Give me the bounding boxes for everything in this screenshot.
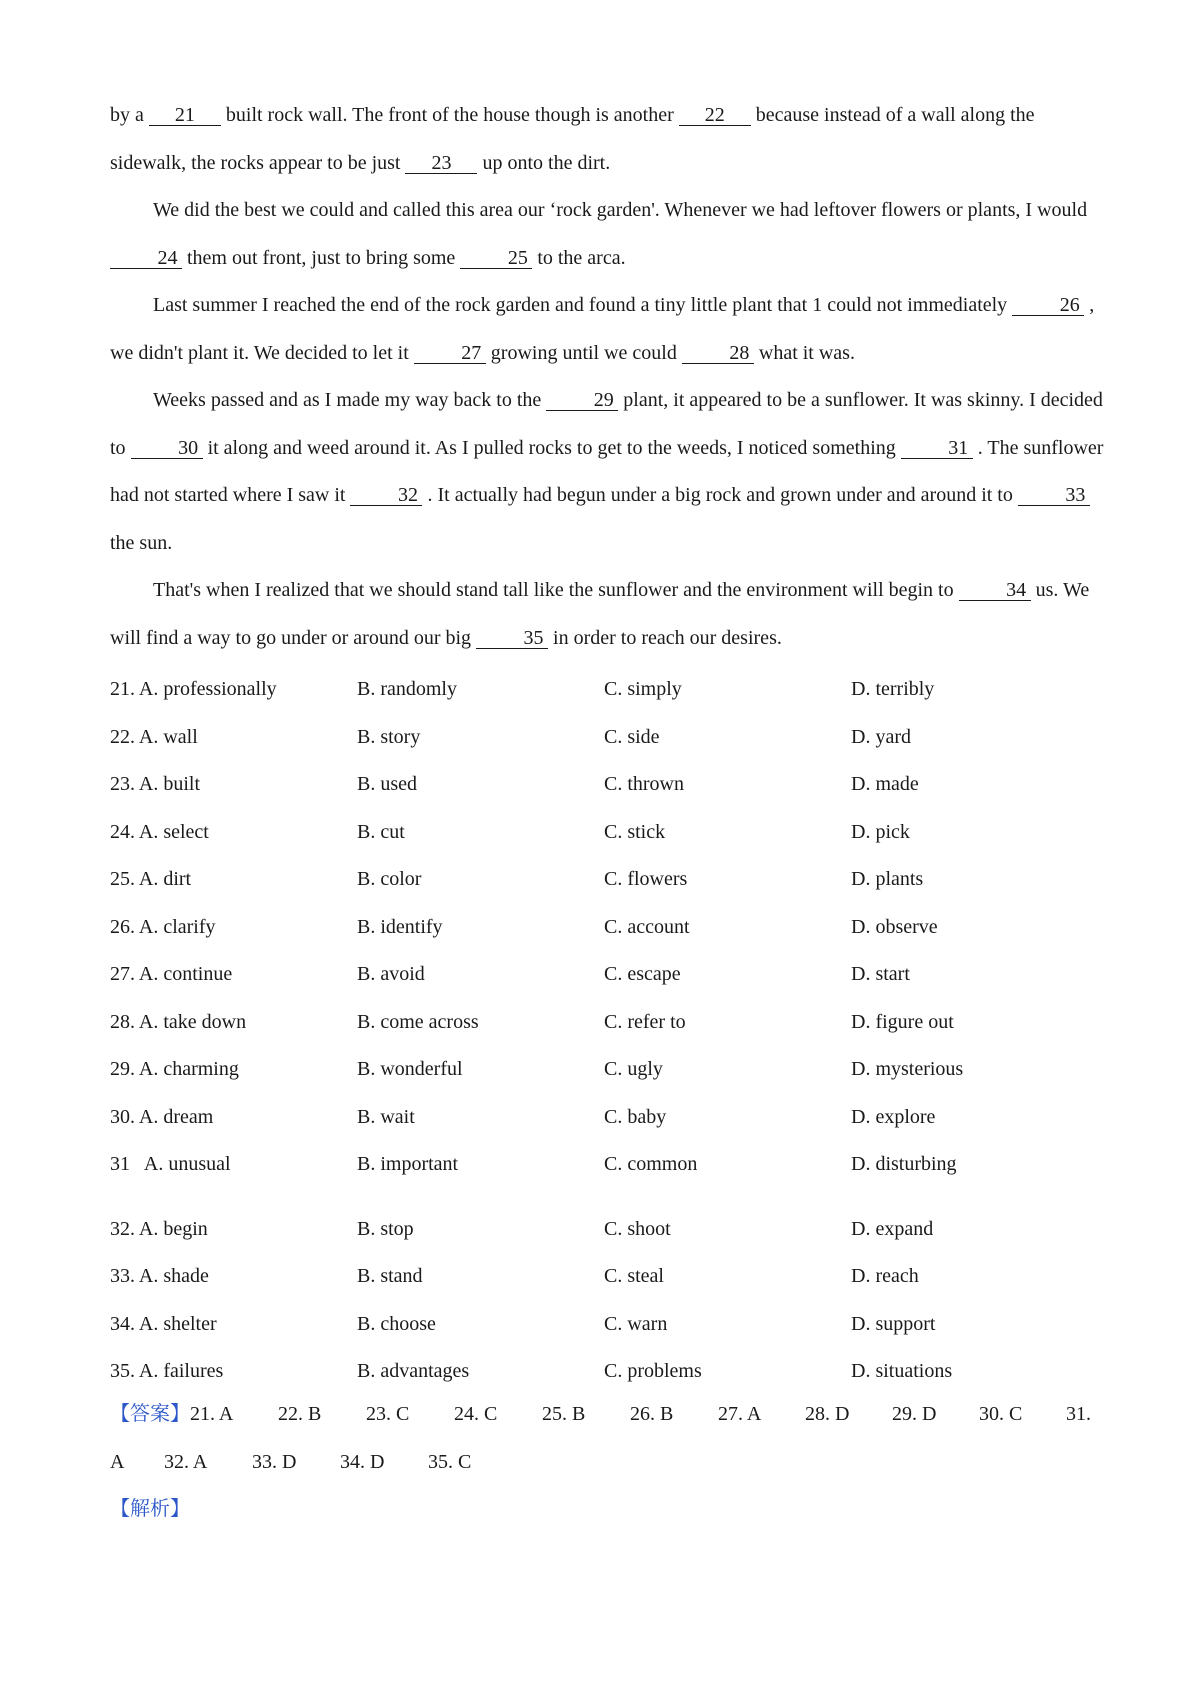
option-d: D. explore — [851, 1105, 936, 1128]
option-d: D. support — [851, 1312, 936, 1335]
option-d: D. terribly — [851, 678, 935, 701]
blank-31: 31 — [901, 438, 973, 459]
text-run: because instead of a wall along the sidewalk, the rocks appear to be just — [110, 104, 1035, 174]
text-run: . It actually had begun under a big rock and grown under and around it to — [422, 484, 1018, 506]
option-c: C. thrown — [604, 773, 684, 796]
option-a: 23. A. built — [110, 773, 201, 796]
option-d: D. reach — [851, 1265, 919, 1288]
question-31 — [110, 1141, 1110, 1189]
blank-27: 27 — [414, 343, 486, 364]
question-28 — [110, 999, 1110, 1047]
text-run: growing until we could — [485, 341, 682, 364]
text-run: We did the best we could and called this area our ‘rock garden'. Whenever we had leftover flowers or plants, I would — [153, 199, 1088, 221]
option-a: 27. A. continue — [110, 963, 233, 986]
option-a: 30. A. dream — [110, 1105, 214, 1128]
answer-item: 23. C — [366, 1403, 410, 1425]
analysis-line — [110, 1486, 1110, 1534]
blank-21: 21 — [149, 105, 221, 126]
option-a: 24. A. select — [110, 820, 209, 843]
option-b: B. stand — [357, 1265, 423, 1288]
blank-26: 26 — [1012, 295, 1084, 316]
text-run: what it was. — [753, 341, 855, 364]
option-b: B. choose — [357, 1312, 436, 1335]
blank-35: 35 — [476, 628, 548, 649]
blank-34: 34 — [959, 580, 1031, 601]
option-a: 33. A. shade — [110, 1265, 209, 1288]
text-run: built rock wall. The front of the house though is another — [220, 104, 679, 126]
option-c: C. common — [604, 1153, 698, 1176]
option-d: D. disturbing — [851, 1153, 957, 1176]
blank-32: 32 — [350, 485, 422, 506]
blank-24: 24 — [110, 248, 182, 269]
text-run: , we didn't plant it. We decided to let it — [110, 294, 1095, 364]
option-d: D. observe — [851, 915, 938, 938]
text-run: them out front, just to bring some — [182, 246, 461, 269]
text-run: by a — [110, 104, 149, 126]
option-b: B. avoid — [357, 963, 425, 986]
answer-item: 33. D — [252, 1450, 297, 1473]
answer-item: 30. C — [979, 1403, 1023, 1425]
option-a: 29. A. charming — [110, 1058, 239, 1081]
paragraph-4 — [110, 377, 1110, 567]
paragraph-2 — [110, 187, 1110, 282]
blank-22: 22 — [679, 105, 751, 126]
question-23 — [110, 761, 1110, 809]
option-b: B. cut — [357, 820, 405, 843]
answer-tag: 【答案】 — [110, 1403, 190, 1425]
answer-item: 22. B — [278, 1403, 322, 1425]
option-d: D. pick — [851, 820, 910, 843]
answer-item: A — [110, 1450, 125, 1473]
question-33 — [110, 1253, 1110, 1301]
option-c: C. warn — [604, 1312, 668, 1335]
answer-item: 29. D — [892, 1403, 937, 1425]
option-b: B. wait — [357, 1105, 415, 1128]
option-b: B. important — [357, 1153, 459, 1176]
option-a: 22. A. wall — [110, 725, 198, 748]
option-b: B. randomly — [357, 678, 457, 701]
option-c: C. refer to — [604, 1010, 686, 1033]
option-c: C. problems — [604, 1360, 702, 1383]
option-a: 25. A. dirt — [110, 868, 192, 891]
text-run: . The sunflower had not started where I saw it — [110, 436, 1104, 506]
answer-line-1 — [110, 1391, 1110, 1439]
option-b: B. identify — [357, 915, 443, 938]
option-d: D. situations — [851, 1360, 953, 1383]
text-run: the sun. — [110, 531, 173, 554]
option-a: 28. A. take down — [110, 1010, 247, 1033]
blank-25: 25 — [460, 248, 532, 269]
paragraph-3 — [110, 282, 1110, 377]
answer-item: 26. B — [630, 1403, 674, 1425]
option-b: B. stop — [357, 1217, 414, 1240]
question-26 — [110, 904, 1110, 952]
question-34 — [110, 1301, 1110, 1349]
answer-item: 25. B — [542, 1403, 586, 1425]
question-21 — [110, 666, 1110, 714]
question-25 — [110, 856, 1110, 904]
option-c: C. account — [604, 915, 690, 938]
analysis-tag: 【解析】 — [110, 1498, 190, 1520]
question-32 — [110, 1206, 1110, 1254]
cloze-passage — [110, 92, 1110, 662]
question-29 — [110, 1046, 1110, 1094]
option-c: C. stick — [604, 820, 666, 843]
option-b: B. wonderful — [357, 1058, 463, 1081]
blank-33: 33 — [1018, 485, 1090, 506]
blank-28: 28 — [682, 343, 754, 364]
answer-item: 21. A — [190, 1403, 234, 1425]
option-b: B. color — [357, 868, 422, 891]
blank-30: 30 — [131, 438, 203, 459]
text-run: up onto the dirt. — [477, 151, 611, 174]
option-b: B. story — [357, 725, 421, 748]
answer-item: 31. — [1066, 1403, 1091, 1425]
text-run: to the arca. — [532, 246, 626, 269]
answer-item: 28. D — [805, 1403, 850, 1425]
text-run: plant, it appeared to be a sunflower. It was skinny. I decided to — [110, 389, 1103, 459]
option-c: C. flowers — [604, 868, 688, 891]
paragraph-1 — [110, 92, 1110, 187]
blank-29: 29 — [546, 390, 618, 411]
option-a: 35. A. failures — [110, 1360, 224, 1383]
option-b: B. used — [357, 773, 417, 796]
question-27 — [110, 951, 1110, 999]
option-d: D. made — [851, 773, 919, 796]
option-c: C. shoot — [604, 1217, 671, 1240]
paragraph-5 — [110, 567, 1110, 662]
answer-section — [110, 1391, 1110, 1534]
text-run: in order to reach our desires. — [548, 626, 782, 649]
answer-item: 35. C — [428, 1450, 472, 1473]
text-run: That's when I realized that we should stand tall like the sunflower and the environment will begin to — [153, 579, 959, 601]
option-d: D. start — [851, 963, 910, 986]
option-a: 21. A. professionally — [110, 678, 277, 701]
option-a: 32. A. begin — [110, 1217, 208, 1240]
option-b: B. come across — [357, 1010, 479, 1033]
option-c: C. ugly — [604, 1058, 663, 1081]
option-d: D. yard — [851, 725, 911, 748]
option-d: D. plants — [851, 868, 924, 891]
option-d: D. figure out — [851, 1010, 954, 1033]
option-c: C. escape — [604, 963, 681, 986]
option-a: 31 A. unusual — [110, 1153, 231, 1176]
option-c: C. steal — [604, 1265, 664, 1288]
question-24 — [110, 809, 1110, 857]
option-a: 26. A. clarify — [110, 915, 216, 938]
answer-item: 32. A — [164, 1450, 208, 1473]
question-35 — [110, 1348, 1110, 1396]
option-c: C. baby — [604, 1105, 667, 1128]
option-d: D. mysterious — [851, 1058, 964, 1081]
text-run: Weeks passed and as I made my way back to the — [153, 389, 547, 411]
answer-item: 27. A — [718, 1403, 762, 1425]
option-c: C. simply — [604, 678, 682, 701]
question-22 — [110, 714, 1110, 762]
text-run: Last summer I reached the end of the rock garden and found a tiny little plant that 1 could not immediately — [153, 294, 1013, 316]
option-c: C. side — [604, 725, 660, 748]
question-30 — [110, 1094, 1110, 1142]
text-run: us. We will find a way to go under or around our big — [110, 579, 1090, 649]
answer-line-2 — [110, 1439, 1110, 1487]
question-options — [110, 666, 1110, 1396]
option-b: B. advantages — [357, 1360, 470, 1383]
option-d: D. expand — [851, 1217, 934, 1240]
option-a: 34. A. shelter — [110, 1312, 217, 1335]
answer-item: 34. D — [340, 1450, 385, 1473]
answer-item: 24. C — [454, 1403, 498, 1425]
text-run: it along and weed around it. As I pulled rocks to get to the weeds, I noticed something — [202, 436, 901, 459]
blank-23: 23 — [405, 153, 477, 174]
